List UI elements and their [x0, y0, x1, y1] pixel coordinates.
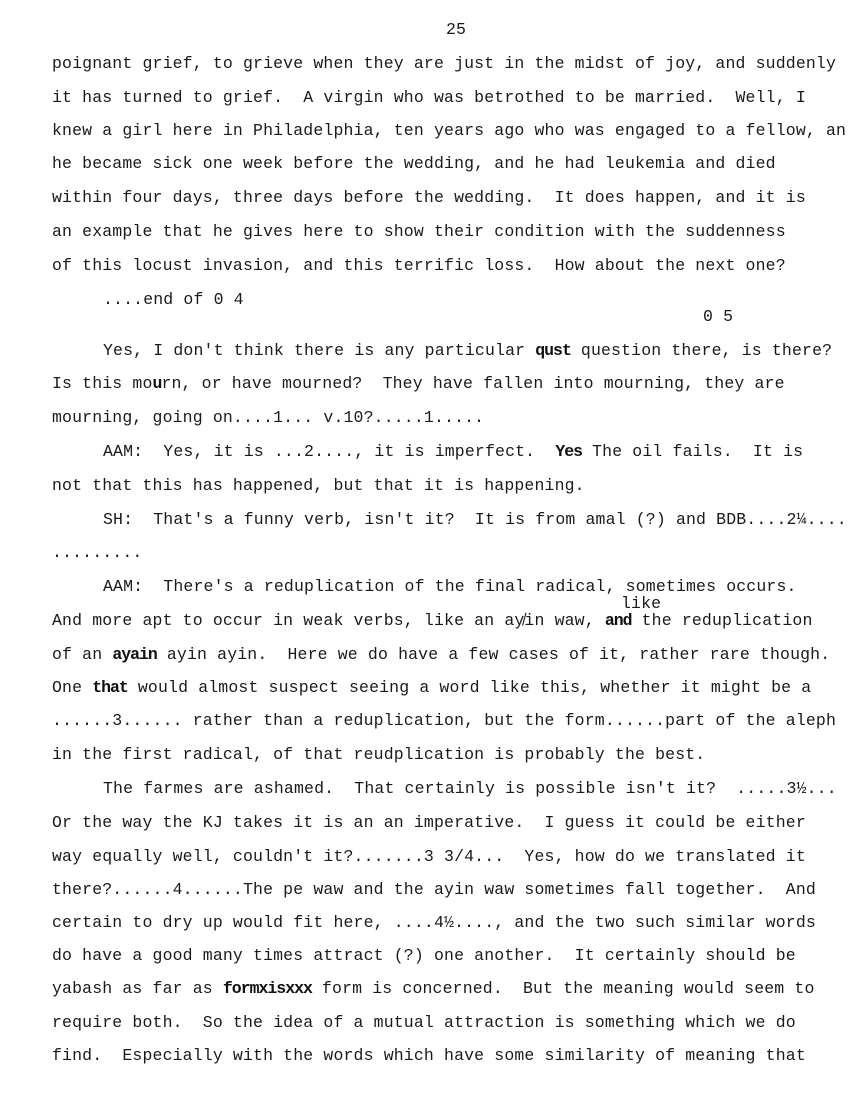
line-text: And more apt to occur in weak verbs, like an ay̸in waw,: [52, 611, 605, 630]
line-text-continued: would almost suspect seeing a word like this, whether it might be a: [127, 678, 812, 697]
transcript-line: [52, 813, 806, 833]
line-text: mourning, going on....1... v.10?.....1.....: [52, 408, 485, 427]
line-text: do have a good many times attract (?) one another. It certainly should be: [52, 946, 796, 965]
line-text: of this locust invasion, and this terrific loss. How about the next one?: [52, 256, 786, 275]
line-text-continued: rn, or have mourned? They have fallen into mourning, they are: [161, 374, 785, 393]
line-text: Or the way the KJ takes it is an an imperative. I guess it could be either: [52, 813, 806, 832]
line-text: yabash as far as: [52, 979, 223, 998]
line-text: not that this has happened, but that it is happening.: [52, 476, 585, 495]
transcript-line: [103, 290, 244, 310]
line-text: 0 5: [703, 307, 734, 326]
line-text-continued: the reduplication: [631, 611, 813, 630]
line-text: require both. So the idea of a mutual attraction is something which we do: [52, 1013, 796, 1032]
transcript-line: [52, 711, 836, 731]
line-text-continued: The oil fails. It is: [582, 442, 804, 461]
line-text: The farmes are ashamed. That certainly is possible isn't it? .....3½...: [103, 779, 837, 798]
transcript-line: [103, 341, 832, 361]
struck-out-word: formxisxxx: [222, 979, 312, 998]
line-text: SH: That's a funny verb, isn't it? It is from amal (?) and BDB....2¼....: [103, 510, 847, 529]
transcript-line: [52, 374, 785, 394]
line-text: knew a girl here in Philadelphia, ten years ago who was engaged to a fellow, an: [52, 121, 847, 140]
line-text: ....end of 0 4: [103, 290, 244, 309]
transcript-line: [52, 880, 816, 900]
line-text: AAM: There's a reduplication of the final radical, sometimes occurs.: [103, 577, 797, 596]
transcript-line: [703, 307, 733, 327]
transcript-line: [52, 54, 836, 74]
transcript-line: [52, 946, 796, 966]
line-text: like: [621, 594, 662, 613]
struck-out-word: and: [604, 611, 632, 630]
line-text-continued: ayin ayin. Here we do have a few cases of it, rather rare though.: [156, 645, 831, 664]
transcript-line: [52, 543, 142, 563]
transcript-line: [103, 510, 847, 530]
line-text: in the first radical, of that reudplication is probably the best.: [52, 745, 706, 764]
struck-out-word: qust: [535, 341, 571, 360]
line-text: it has turned to grief. A virgin who was betrothed to be married. Well, I: [52, 88, 806, 107]
transcript-line: [52, 188, 806, 208]
transcript-line: [52, 222, 786, 242]
page-number: 25: [446, 20, 467, 39]
line-text: way equally well, couldn't it?.......3 3/4... Yes, how do we translated it: [52, 847, 806, 866]
line-text: .........: [52, 543, 143, 562]
line-text: ......3...... rather than a reduplication, but the form......part of the aleph: [52, 711, 837, 730]
transcript-line: [52, 913, 816, 933]
transcript-line: [52, 1013, 796, 1033]
struck-out-word: ayain: [112, 645, 157, 664]
line-text: an example that he gives here to show their condition with the suddenness: [52, 222, 786, 241]
transcript-line: [52, 1046, 806, 1066]
struck-out-word: that: [92, 678, 128, 697]
line-text-continued: question there, is there?: [570, 341, 833, 360]
transcript-line: [52, 408, 484, 428]
transcript-line: [52, 154, 776, 174]
transcript-line: [52, 979, 815, 999]
line-text: there?......4......The pe waw and the ayin waw sometimes fall together. And: [52, 880, 816, 899]
line-text-continued: form is concerned. But the meaning would seem to: [311, 979, 815, 998]
transcript-line: [103, 577, 797, 597]
transcript-line: [52, 745, 705, 765]
transcript-line: [103, 442, 803, 462]
line-text: certain to dry up would fit here, ....4½...., and the two such similar words: [52, 913, 816, 932]
line-text: within four days, three days before the wedding. It does happen, and it is: [52, 188, 806, 207]
transcript-line: [52, 645, 830, 665]
transcript-line: [103, 779, 837, 799]
line-text: One: [52, 678, 93, 697]
transcript-line: [52, 121, 846, 141]
line-text: Is this mo: [52, 374, 153, 393]
transcript-line: [52, 678, 811, 698]
line-text: Yes, I don't think there is any particular: [103, 341, 536, 360]
transcript-line: [52, 476, 585, 496]
struck-out-word: Yes: [555, 442, 583, 461]
line-text: AAM: Yes, it is ...2...., it is imperfect.: [103, 442, 556, 461]
transcript-line: [52, 611, 813, 631]
transcript-line: [52, 847, 806, 867]
line-text: of an: [52, 645, 113, 664]
line-text: he became sick one week before the wedding, and he had leukemia and died: [52, 154, 776, 173]
line-text: find. Especially with the words which have some similarity of meaning that: [52, 1046, 806, 1065]
transcript-line: [52, 256, 786, 276]
struck-out-word: u: [152, 374, 162, 393]
transcript-line: [52, 88, 806, 108]
line-text: poignant grief, to grieve when they are just in the midst of joy, and suddenly: [52, 54, 837, 73]
